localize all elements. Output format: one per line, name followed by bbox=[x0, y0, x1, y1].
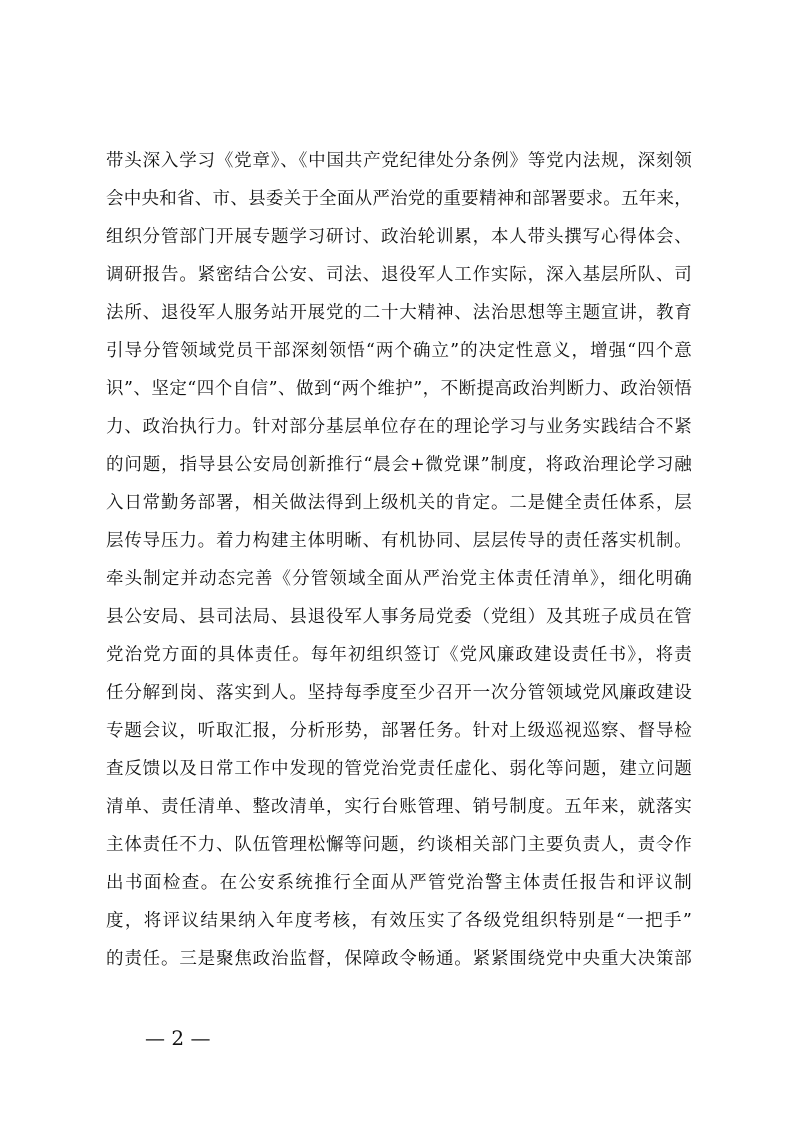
text-line: 会中央和省、市、县委关于全面从严治党的重要精神和部署要求。五年来， bbox=[106, 189, 692, 209]
text-line: 牵头制定并动态完善《分管领域全面从严治党主体责任清单》，细化明确 bbox=[106, 569, 692, 589]
text-line: 带头深入学习《党章》、《中国共产党纪律处分条例》等党内法规，深刻领 bbox=[106, 151, 692, 171]
text-line: 专题会议，听取汇报，分析形势，部署任务。针对上级巡视巡察、督导检 bbox=[106, 721, 692, 741]
text-line: 组织分管部门开展专题学习研讨、政治轮训累，本人带头撰写心得体会、 bbox=[106, 227, 692, 247]
text-line: 度，将评议结果纳入年度考核，有效压实了各级党组织特别是“一把手” bbox=[106, 911, 692, 931]
text-line: 识”、坚定“四个自信”、做到“两个维护”，不断提高政治判断力、政治领悟 bbox=[106, 379, 692, 399]
text-line: 引导分管领域党员干部深刻领悟“两个确立”的决定性意义，增强“四个意 bbox=[106, 341, 692, 361]
text-line: 调研报告。紧密结合公安、司法、退役军人工作实际，深入基层所队、司 bbox=[106, 265, 692, 285]
text-line: 法所、退役军人服务站开展党的二十大精神、法治思想等主题宣讲，教育 bbox=[106, 303, 692, 323]
text-line: 的问题，指导县公安局创新推行“晨会+微党课”制度，将政治理论学习融 bbox=[106, 455, 692, 475]
text-line: 层传导压力。着力构建主体明晰、有机协同、层层传导的责任落实机制。 bbox=[106, 531, 692, 551]
text-line: 任分解到岗、落实到人。坚持每季度至少召开一次分管领域党风廉政建设 bbox=[106, 683, 692, 703]
text-line: 县公安局、县司法局、县退役军人事务局党委（党组）及其班子成员在管 bbox=[106, 607, 692, 627]
text-line: 力、政治执行力。针对部分基层单位存在的理论学习与业务实践结合不紧 bbox=[106, 417, 692, 437]
text-line: 入日常勤务部署，相关做法得到上级机关的肯定。二是健全责任体系，层 bbox=[106, 493, 692, 513]
text-line: 的责任。三是聚焦政治监督，保障政令畅通。紧紧围绕党中央重大决策部 bbox=[106, 949, 692, 969]
body-text bbox=[106, 142, 692, 978]
text-line: 查反馈以及日常工作中发现的管党治党责任虚化、弱化等问题，建立问题 bbox=[106, 759, 692, 779]
text-line: 清单、责任清单、整改清单，实行台账管理、销号制度。五年来，就落实 bbox=[106, 797, 692, 817]
text-line: 出书面检查。在公安系统推行全面从严管党治警主体责任报告和评议制 bbox=[106, 873, 692, 893]
text-line: 党治党方面的具体责任。每年初组织签订《党风廉政建设责任书》，将责 bbox=[106, 645, 692, 665]
text-line: 主体责任不力、队伍管理松懈等问题，约谈相关部门主要负责人，责令作 bbox=[106, 835, 692, 855]
page-number: — 2 — bbox=[145, 1026, 211, 1050]
